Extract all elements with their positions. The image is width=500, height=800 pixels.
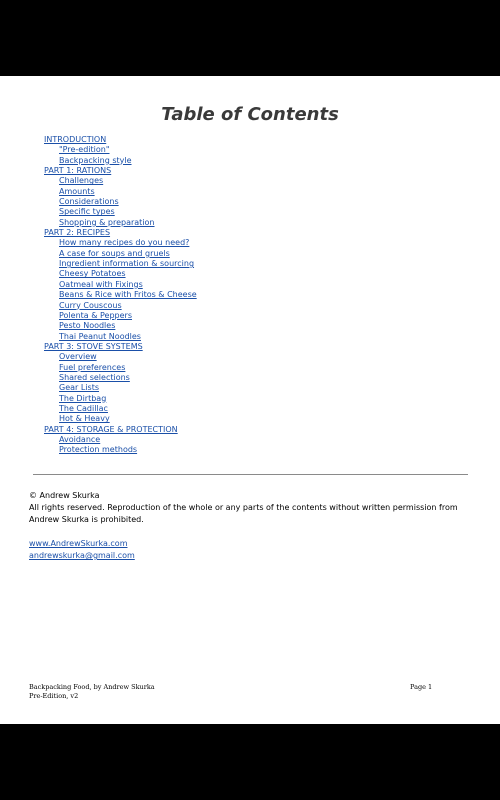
toc-subsection-link[interactable]: Fuel preferences [59,362,126,372]
toc-subsection-link[interactable]: Beans & Rice with Fritos & Cheese [59,290,197,300]
rights-statement: All rights reserved. Reproduction of the whole or any parts of the contents without written permission from Andrew Skurka is prohibited. [29,503,458,524]
toc-subsection-link[interactable]: The Dirtbag [59,393,107,403]
toc-subsection-link[interactable]: Hot & Heavy [59,414,110,424]
copyright-line: © Andrew Skurka [29,491,100,500]
toc-subsection-link[interactable]: Considerations [59,197,119,207]
table-of-contents [44,135,464,456]
toc-subsection-link[interactable]: Protection methods [59,445,138,455]
toc-subsection-link[interactable]: Ingredient information & sourcing [59,259,195,269]
toc-section-link[interactable]: PART 3: STOVE SYSTEMS [44,341,143,351]
toc-section-link[interactable]: INTRODUCTION [44,135,107,144]
footer-page-number: Page 1 [410,683,433,691]
footer-edition: Pre-Edition, v2 [29,692,79,700]
toc-subsection-link[interactable]: Challenges [59,176,104,186]
document-page [0,76,500,724]
toc-subsection-link[interactable]: Cheesy Potatoes [59,269,126,279]
divider [33,474,468,475]
toc-subsection-link[interactable]: A case for soups and gruels [59,248,170,258]
toc-subsection-link[interactable]: The Cadillac [59,403,108,413]
toc-subsection-link[interactable]: How many recipes do you need? [59,238,190,248]
page-title: Table of Contents [161,104,339,125]
toc-subsection-link[interactable]: Shopping & preparation [59,217,155,227]
toc-subsection-link[interactable]: Gear Lists [59,383,100,393]
toc-subsection-link[interactable]: Polenta & Peppers [59,310,133,320]
copyright-block [29,490,469,562]
toc-subsection-link[interactable]: Amounts [59,186,95,196]
toc-subsection-link[interactable]: "Pre-edition" [59,145,110,155]
toc-section-link[interactable]: PART 4: STORAGE & PROTECTION [44,424,178,434]
toc-section-link[interactable]: PART 1: RATIONS [44,166,112,176]
toc-subsection-link[interactable]: Backpacking style [59,155,132,165]
toc-subsection-link[interactable]: Overview [59,352,97,362]
toc-subsection-link[interactable]: Avoidance [59,434,101,444]
toc-subsection-link[interactable]: Shared selections [59,372,130,382]
email-link[interactable]: andrewskurka@gmail.com [29,551,135,560]
toc-section-link[interactable]: PART 2: RECIPES [44,228,111,238]
toc-subsection-link[interactable]: Specific types [59,207,115,217]
footer-book-title: Backpacking Food, by Andrew Skurka [29,683,155,691]
toc-subsection-link[interactable]: Oatmeal with Fixings [59,279,143,289]
spacer [29,526,469,538]
toc-subsection-link[interactable]: Pesto Noodles [59,321,116,331]
toc-subsection-link[interactable]: Curry Couscous [59,300,122,310]
toc-subsection-link[interactable]: Thai Peanut Noodles [59,331,141,341]
website-link[interactable]: www.AndrewSkurka.com [29,539,128,548]
footer-left [29,683,155,701]
